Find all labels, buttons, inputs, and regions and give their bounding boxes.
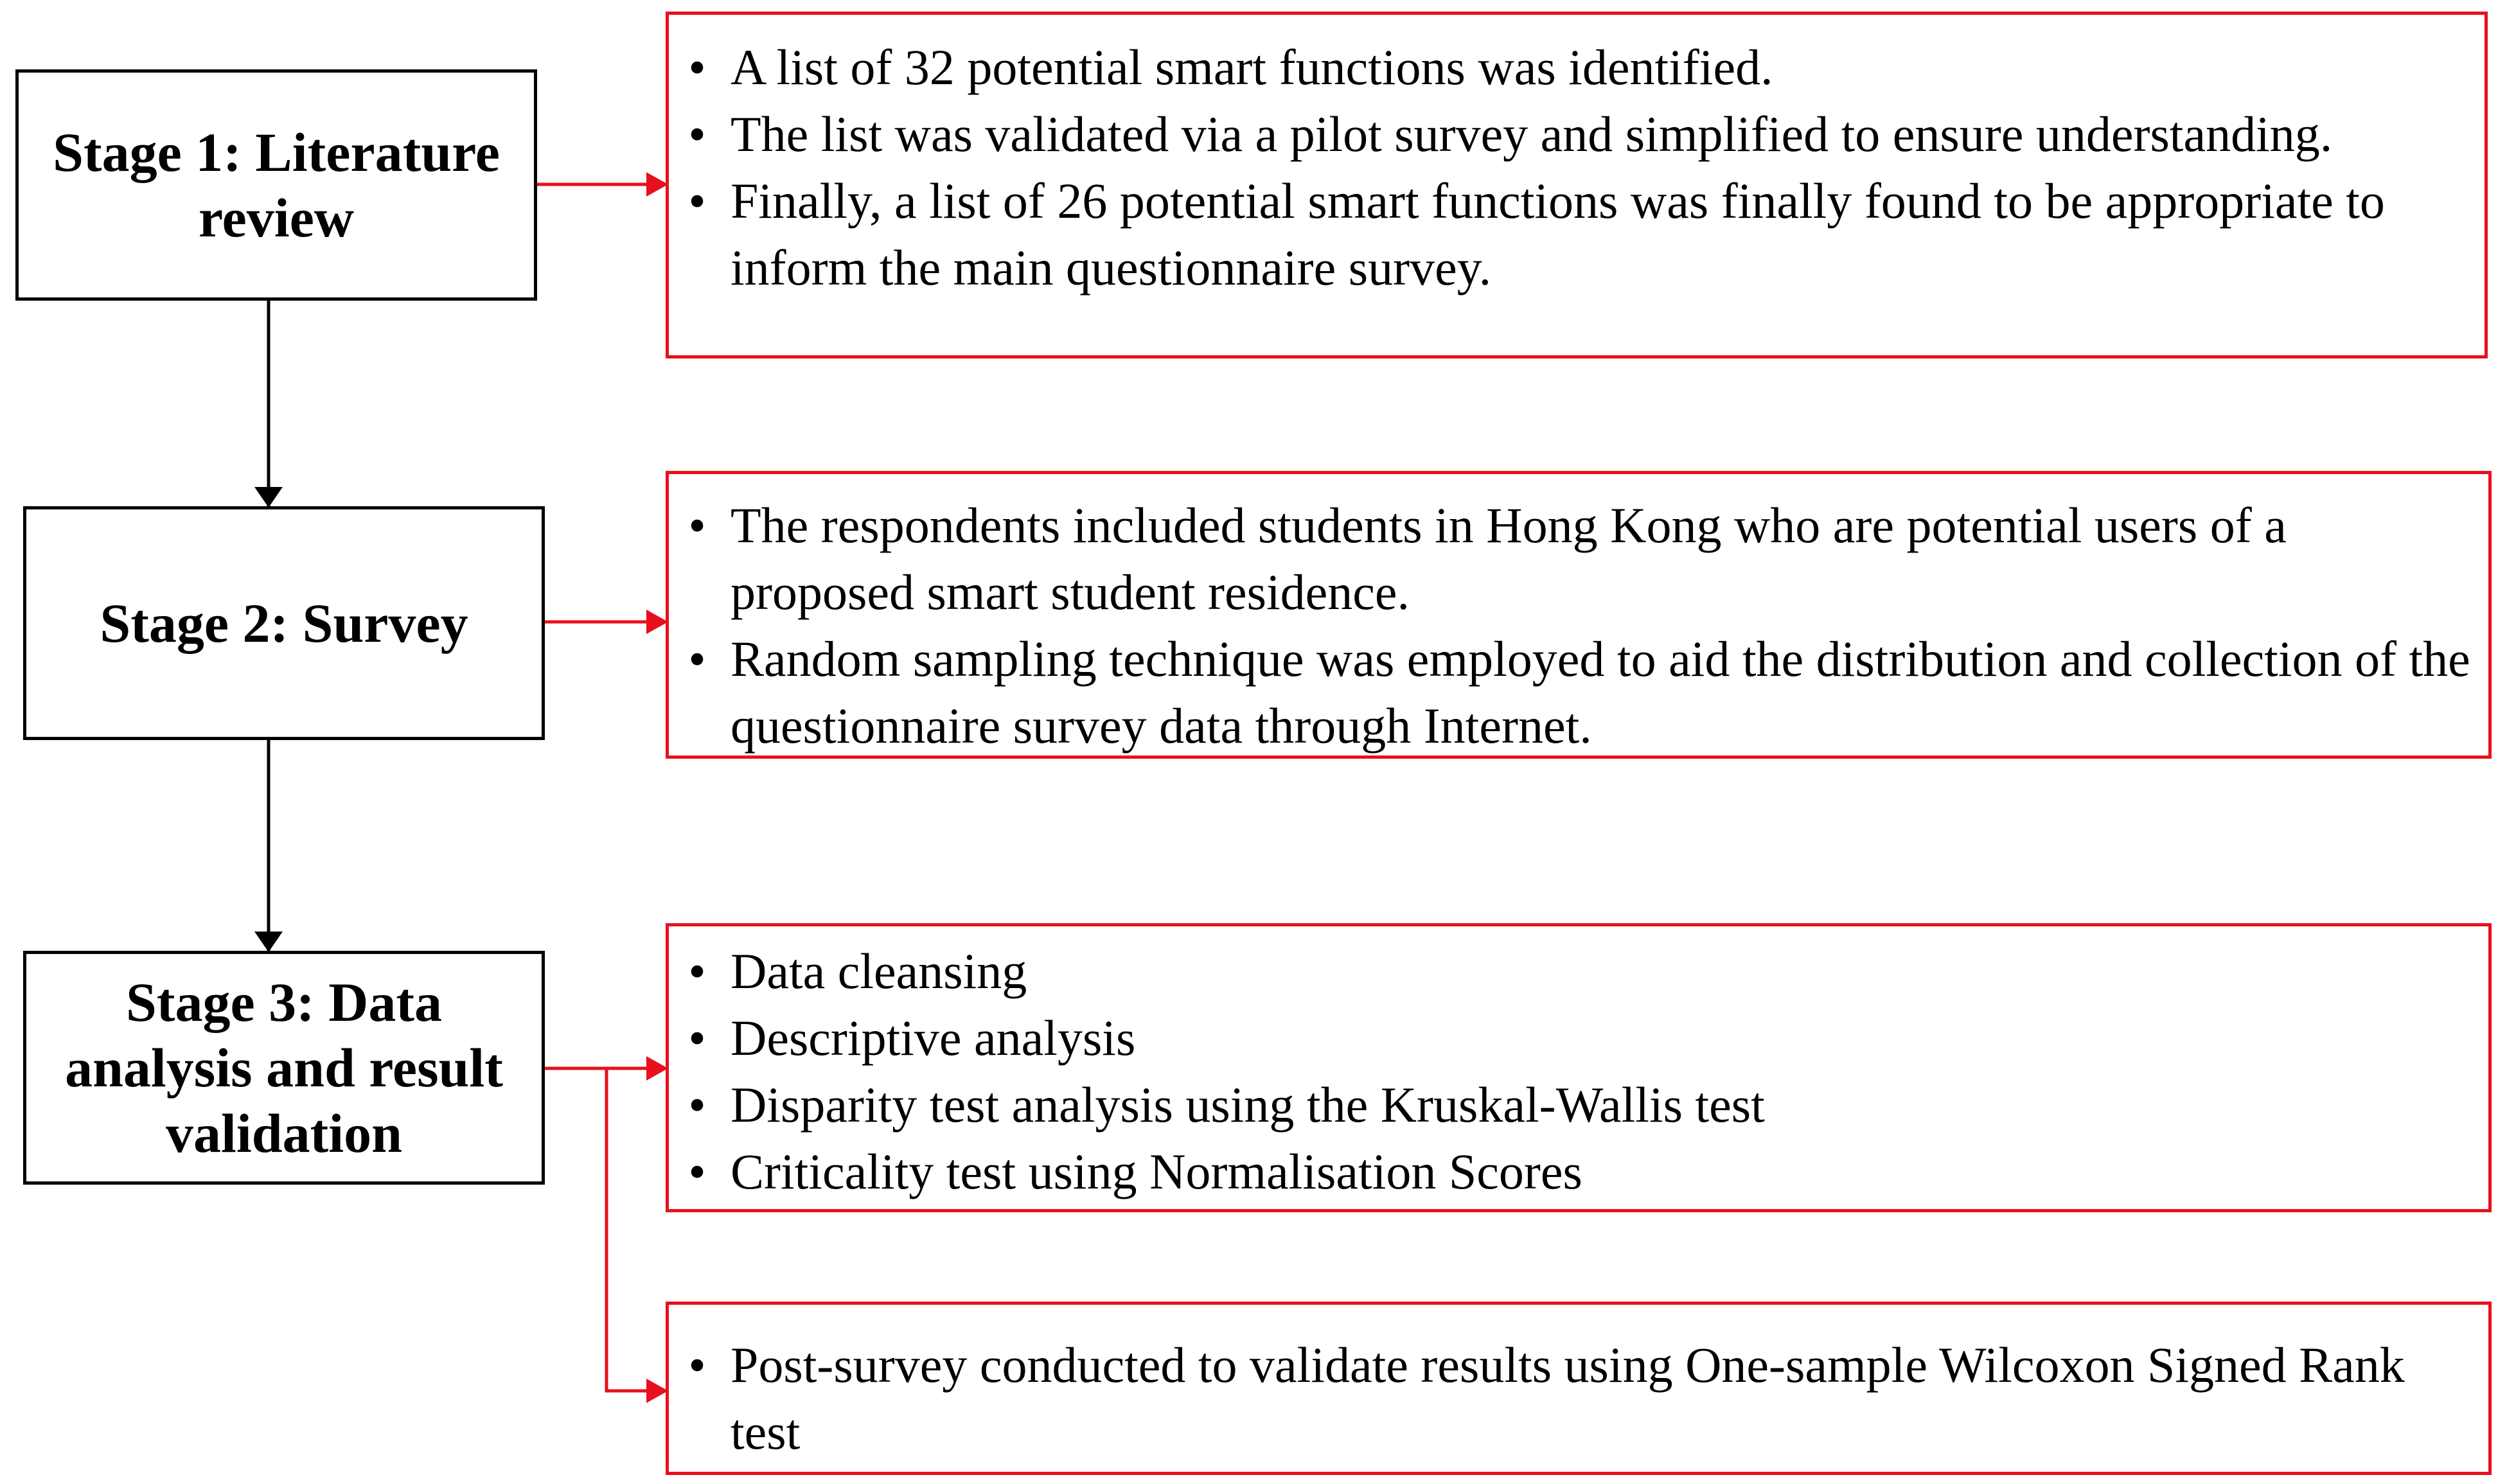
list-item bbox=[678, 168, 2459, 301]
list-item bbox=[678, 626, 2476, 759]
list-item bbox=[678, 1005, 2463, 1072]
list-item bbox=[678, 1138, 2463, 1205]
detail-text: Data cleansing bbox=[731, 943, 1027, 999]
bullet-dot: • bbox=[688, 1077, 706, 1133]
stage-3-analysis-bullet-list bbox=[678, 938, 2463, 1205]
connector-arrowhead-stage2-details bbox=[646, 610, 668, 634]
stage-2-bullet-list bbox=[678, 492, 2476, 759]
bullet-dot: • bbox=[688, 1144, 706, 1199]
stage-1-box bbox=[15, 69, 537, 301]
detail-text: The list was validated via a pilot survey and simplified to ensure understanding. bbox=[731, 106, 2333, 162]
bullet-dot: • bbox=[688, 631, 706, 687]
flow-arrowhead-stage2-to-stage3 bbox=[254, 932, 283, 952]
stage-3-label: Stage 3: Data analysis and result validation bbox=[65, 971, 503, 1164]
stage-3-box bbox=[23, 951, 545, 1185]
detail-text: Disparity test analysis using the Kruskal-Wallis test bbox=[731, 1077, 1765, 1133]
list-item bbox=[678, 34, 2459, 101]
bullet-dot: • bbox=[688, 173, 706, 229]
list-item bbox=[678, 1332, 2463, 1465]
bullet-dot: • bbox=[688, 106, 706, 162]
bullet-dot: • bbox=[688, 1010, 706, 1066]
stage-2-label: Stage 2: Survey bbox=[100, 592, 468, 654]
stage-3-validation-bullet-list bbox=[678, 1332, 2463, 1465]
stage-1-label: Stage 1: Literature review bbox=[53, 121, 500, 249]
bullet-dot: • bbox=[688, 943, 706, 999]
connector-arrowhead-stage3-analysis bbox=[646, 1056, 668, 1081]
bullet-dot: • bbox=[688, 39, 706, 95]
stage-1-bullet-list bbox=[678, 34, 2459, 301]
bullet-dot: • bbox=[688, 1337, 706, 1393]
detail-text: Finally, a list of 26 potential smart functions was finally found to be appropriate to inform the main questionnaire survey. bbox=[731, 173, 2385, 296]
connector-arrowhead-stage1-details bbox=[646, 172, 668, 197]
connector-arrowhead-stage3-validation bbox=[646, 1379, 668, 1403]
list-item bbox=[678, 101, 2459, 168]
detail-text: Criticality test using Normalisation Scores bbox=[731, 1144, 1582, 1199]
list-item bbox=[678, 1072, 2463, 1138]
detail-text: Random sampling technique was employed to aid the distribution and collection of the questionnaire survey data through Internet. bbox=[731, 631, 2470, 754]
stage-1-details bbox=[666, 12, 2488, 358]
stage-2-details bbox=[666, 471, 2492, 759]
detail-text: Descriptive analysis bbox=[731, 1010, 1136, 1066]
stage-2-box bbox=[23, 506, 545, 740]
detail-text: A list of 32 potential smart functions was identified. bbox=[731, 39, 1773, 95]
stage-3-analysis-details bbox=[666, 923, 2492, 1212]
list-item bbox=[678, 492, 2476, 626]
connector-stage3-validation bbox=[607, 1068, 649, 1391]
detail-text: Post-survey conducted to validate results using One-sample Wilcoxon Signed Rank test bbox=[731, 1337, 2405, 1460]
bullet-dot: • bbox=[688, 497, 706, 553]
stage-3-validation-details bbox=[666, 1302, 2492, 1475]
detail-text: The respondents included students in Hong Kong who are potential users of a proposed smart student residence. bbox=[731, 497, 2287, 620]
flow-arrowhead-stage1-to-stage2 bbox=[254, 487, 283, 508]
list-item bbox=[678, 938, 2463, 1005]
